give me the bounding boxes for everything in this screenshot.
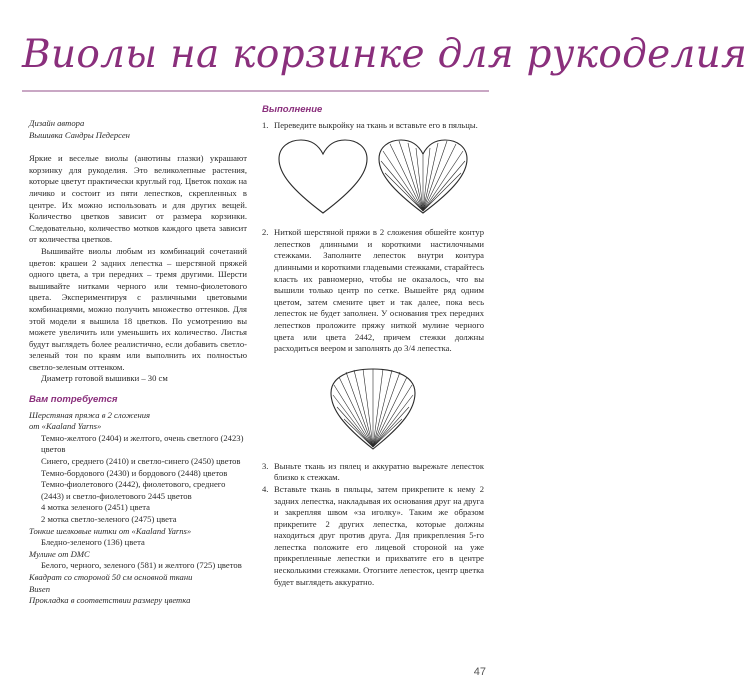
petal-outline-heart — [279, 140, 367, 213]
intro-paragraph: Диаметр готовой вышивки – 30 см — [41, 373, 168, 384]
intro-paragraph: Яркие и веселые виолы (анютины глазки) украшают корзинку для рукоделия. Это великолепные растения, которые цветут практически круглый год. Цветок похож на личико и состоит из пяти лепестков, скрепленных в центре. Их можно использовать и для других вещей. Количество цветков зависит от размера корзинки. Следовательно, количество мотков каждого цвета зависит от количества цветков. — [29, 153, 247, 245]
intro-paragraph: Вышивайте виолы любым из комбинаций сочетаний цветов: крашеи 2 задних лепестка – шерстяной пряжей одного цвета, а три передних – тремя другими. Шерсти вышивайте нитками черного или темно-фиолетового цвета. Экспериментируя с различными цветовыми комбинациями, можно получить множество оттенков. Для этой модели я вышила 18 цветков. По усмотрению вы можете увеличить или уменьшить их количество. Листья будут выглядеть более реалистично, если добавить светло-зеленый тон по краям или выполнить их полностью светло-зеленым оттенком. — [29, 245, 247, 372]
shell-petal-figure — [327, 365, 419, 453]
step-number: 2. — [262, 227, 269, 238]
step-text: Ниткой шерстяной пряжи в 2 сложения обшейте контур лепестков длинными и короткими настилочными стежками. Заполните лепесток внутри контура длинными и короткими гладевыми стежками, старайтесь класть их равномерно, чтобы не оказалось, что вы вышили только центр по сетке. Вышейте ряд одним цветом, затем смените цвет и так далее, пока весь лепесток не будет заполнен. У основания трех передних лепестков проложите пряжу ниткой мулине черного цвета или цвета 2442, причем стежки должны расходиться веером и заполнять до 3/4 лепестка. — [274, 227, 484, 354]
materials-subheading: Квадрат со стороной 50 см основной ткани — [29, 571, 193, 582]
materials-subheading: Шерстяная пряжа в 2 сложения — [29, 409, 151, 420]
page-number: 47 — [473, 666, 486, 678]
materials-item: Темно-бордового (2430) и бордового (2448) цветов — [41, 467, 228, 478]
step-4 — [262, 484, 484, 588]
materials-item: Синего, среднего (2410) и светло-синего (2450) цветов — [41, 456, 241, 467]
author-line: Дизайн автора — [29, 118, 85, 128]
materials-subheading: Тонкие шелковые нитки от «Kaaland Yarns» — [29, 525, 192, 536]
intro-text — [29, 153, 247, 385]
materials-item: Темно-фиолетового (2442), фиолетового, среднего (2443) и светло-фиолетового 2445 цветов — [41, 479, 226, 501]
step-number: 4. — [262, 483, 269, 494]
step-number: 3. — [262, 460, 269, 471]
materials-subheading: Мулине от DMC — [29, 548, 90, 559]
materials-item: Белого, черного, зеленого (581) и желтого (725) цветов — [41, 560, 242, 571]
step-text: Выньте ткань из пялец и аккуратно вырежьте лепесток близко к стежкам. — [274, 460, 484, 483]
step-1 — [262, 120, 484, 132]
materials-item: 2 мотка светло-зеленого (2475) цвета — [41, 514, 177, 524]
left-column — [29, 118, 247, 607]
materials-heading: Вам потребуется — [29, 394, 118, 406]
petal-stitch-heart — [379, 140, 467, 213]
embroidery-credit: Вышивка Сандры Педерсен — [29, 129, 130, 140]
step-2 — [262, 227, 484, 355]
materials-item: Темно-желтого (2404) и желтого, очень светлого (2423) цветов — [41, 432, 244, 455]
petal-outline-figures — [273, 137, 473, 219]
materials-list — [29, 410, 247, 607]
step-3 — [262, 461, 484, 484]
materials-subheading: Прокладка в соответствии размеру цветка — [29, 595, 191, 606]
right-column — [262, 104, 484, 588]
page-title: Виолы на корзинке для рукоделия — [22, 32, 747, 77]
materials-subheading: Виsen — [29, 583, 51, 594]
step-number: 1. — [262, 119, 269, 130]
materials-item: 4 мотка зеленого (2451) цвета — [41, 502, 150, 513]
materials-item: Бледно-зеленого (136) цвета — [41, 537, 145, 548]
step-text: Вставьте ткань в пяльцы, затем прикрепите к нему 2 задних лепестка, накладывая их основания друг на друга и закрепляя швом «за иголку». Таким же образом прикрепите 2 других лепестка, которые должны находиться друг против друга. Для прикрепления 5-го лепестка положите его лицевой стороной на уже прикрепленные лепестки и прихватите его в центре несколькими стежками. Отогните лепесток, центр цветка будет выглядеть аккуратно. — [274, 483, 484, 587]
step-text: Переведите выкройку на ткань и вставьте его в пяльцы. — [274, 119, 478, 130]
method-heading: Выполнение — [262, 104, 323, 115]
materials-subheading: от «Kaaland Yarns» — [29, 421, 102, 432]
title-rule — [22, 90, 489, 92]
